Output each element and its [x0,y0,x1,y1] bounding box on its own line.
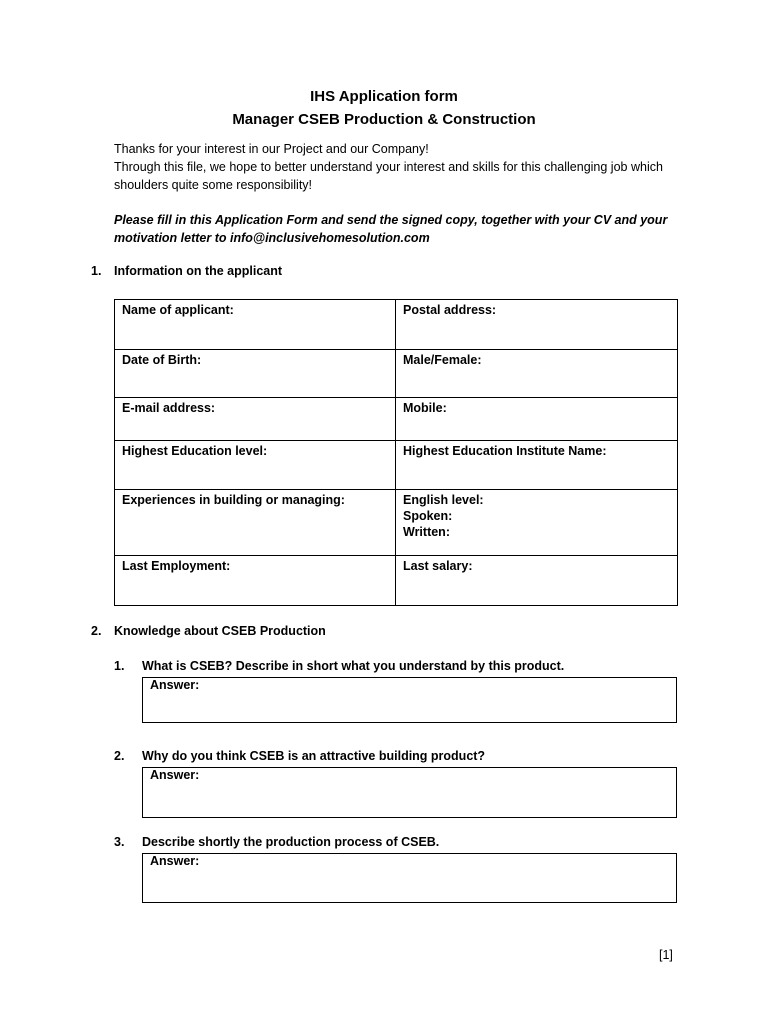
english-written-label: Written: [403,525,450,539]
table-row [115,441,678,490]
section-heading-applicant [91,264,282,278]
section-number: 1. [91,264,102,278]
form-title: IHS Application form [310,88,458,105]
question-text: Why do you think CSEB is an attractive building product? [142,749,486,763]
section-title: Information on the applicant [114,264,283,278]
experience-field[interactable]: Experiences in building or managing: [115,490,396,556]
question-text: Describe shortly the production process of CSEB. [142,835,440,849]
intro-thanks: Thanks for your interest in our Project and our Company! [114,142,429,156]
answer-label: Answer: [150,854,200,868]
intro-purpose: Through this file, we hope to better understand your interest and skills for this challenging job which shoulders quite some responsibility! [114,160,663,192]
page-number: [1] [659,948,673,962]
question-1 [114,659,564,673]
english-level-label: English level: [403,493,484,507]
education-level-field[interactable]: Highest Education level: [115,441,396,490]
answer-label: Answer: [150,768,200,782]
question-number: 3. [114,835,125,849]
answer-label: Answer: [150,678,200,692]
question-3 [114,835,439,849]
answer-box-2[interactable] [142,767,677,818]
last-salary-field[interactable]: Last salary: [396,556,678,606]
intro-instruction: Please fill in this Application Form and send the signed copy, together with your CV and your motivation letter to info@inclusivehomesolution.com [114,213,668,245]
date-of-birth-field[interactable]: Date of Birth: [115,350,396,398]
name-of-applicant-field[interactable]: Name of applicant: [115,300,396,350]
table-row [115,490,678,556]
last-employment-field[interactable]: Last Employment: [115,556,396,606]
question-number: 2. [114,749,125,763]
answer-box-1[interactable] [142,677,677,723]
education-institute-field[interactable]: Highest Education Institute Name: [396,441,678,490]
gender-field[interactable]: Male/Female: [396,350,678,398]
table-row [115,350,678,398]
table-row [115,300,678,350]
form-subtitle: Manager CSEB Production & Construction [232,111,536,128]
english-spoken-label: Spoken: [403,509,453,523]
question-text: What is CSEB? Describe in short what you understand by this product. [142,659,565,673]
section-heading-knowledge [91,624,326,638]
answer-box-3[interactable] [142,853,677,903]
applicant-info-table [114,299,678,606]
table-row [115,556,678,606]
email-address-field[interactable]: E-mail address: [115,398,396,441]
section-title: Knowledge about CSEB Production [114,624,326,638]
question-2 [114,749,485,763]
section-number: 2. [91,624,102,638]
table-row [115,398,678,441]
question-number: 1. [114,659,125,673]
english-level-field[interactable] [396,490,678,556]
postal-address-field[interactable]: Postal address: [396,300,678,350]
mobile-field[interactable]: Mobile: [396,398,678,441]
